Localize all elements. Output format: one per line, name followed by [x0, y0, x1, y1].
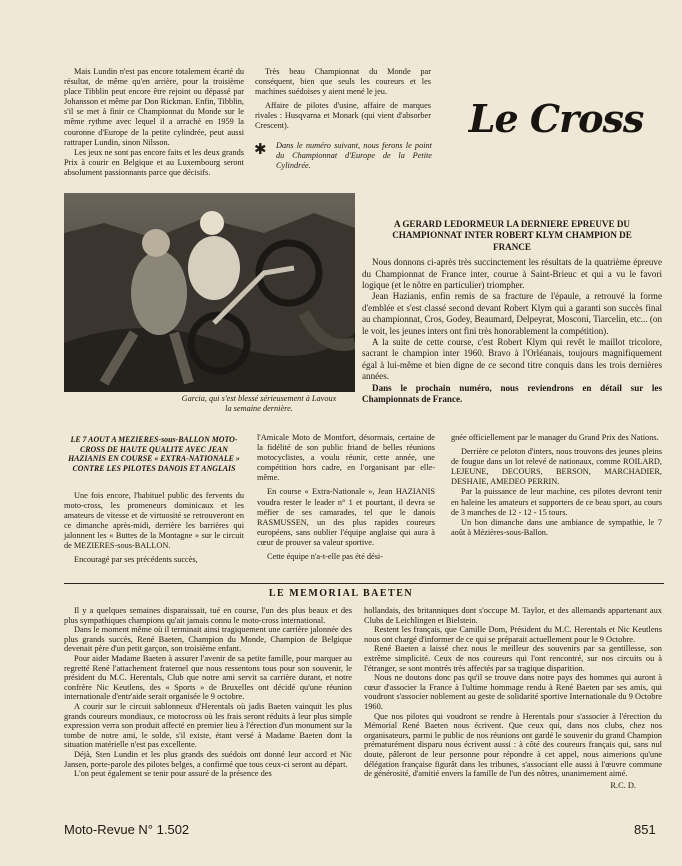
- paragraph: Derrière ce peloton d'inters, nous trouvons des jeunes pleins de fougue dans un lot relevé de nationaux, comme ROILARD, LEJEUNE, DECOURS, BERSON, MARCHADIER, DESHAIE, AMEDEO PERRIN.: [451, 447, 662, 487]
- paragraph: Nous ne doutons donc pas qu'il se trouve dans notre pays des hommes qui auront à cœur d'associer la France à l'ultime hommage rendu à René Baeten par ses amis, qui voudront s'associer noblement au geste de solidarité sportive Internationale du 9 Octobre 1960.: [364, 673, 662, 711]
- paragraph: Restent les français, que Camille Dom, Président du M.C. Herentals et Nic Keutlens nous ont chargé d'informer de ce qui se préparait actuellement pour le 9 Octobre.: [364, 625, 662, 644]
- footer-page-number: 851: [634, 822, 656, 837]
- star-icon: ✱: [254, 140, 267, 158]
- closing-note: Dans le prochain numéro, nous reviendrons en détail sur les Championnats de France.: [362, 382, 662, 405]
- paragraph: hollandais, des britanniques dont s'occupe M. Taylor, et des allemands appartenant aux Clubs de Leichlingen et Bielstein.: [364, 606, 662, 625]
- section-logo: Le Cross: [468, 96, 644, 141]
- paragraph: A la suite de cette course, c'est Robert Klym qui revêt le maillot tricolore, sacrant le champion inter 1960. Bravo à l'Orléanais, toujours magnifiquement égal à lui-même et bien digne de ce second titre conquis dans les trois dernières années.: [362, 337, 662, 382]
- paragraph: Cette équipe n'a-t-elle pas été dési-: [267, 552, 383, 562]
- paragraph: Par la puissance de leur machine, ces pilotes devront tenir en haleine les amateurs et supporters de ce beau sport, au cours de 3 manches de 12 - 12 - 15 tours.: [451, 487, 662, 517]
- paragraph: L'on peut également se tenir pour assuré de la présence des: [74, 769, 272, 779]
- motocross-photo: [64, 193, 355, 392]
- footer-issue: Moto-Revue N° 1.502: [64, 822, 190, 837]
- ledormeur-article: [362, 219, 662, 406]
- paragraph: Les jeux ne sont pas encore faits et les deux grands Prix à courir en Belgique et au Luxembourg seront absolument passionnants parce que décisifs.: [64, 147, 244, 177]
- paragraph: Déjà, Sten Lundin et les plus grands des suédois ont donné leur accord et Nic Jansen, porte-parole des pilotes belges, a confirmé que tous ceux-ci seront au départ.: [64, 749, 352, 769]
- paragraph: Très beau Championnat du Monde par conséquent, bien que seuls les coureurs et les machines suédoises y aient mené le jeu.: [255, 67, 431, 97]
- mezieres-headline: LE 7 AOUT A MEZIERES-sous-BALLON MOTO-CROSS DE HAUTE QUALITE AVEC JEAN HAZIANIS EN COURSE « EXTRA-NATIONALE » CONTRE LES PILOTES DANOIS ET ANGLAIS: [68, 435, 240, 473]
- article-headline: A GERARD LEDORMEUR LA DERNIERE EPREUVE DU CHAMPIONNAT INTER ROBERT KLYM CHAMPION DE FRANCE: [392, 219, 632, 252]
- memorial-title: LE MEMORIAL BAETEN: [268, 588, 414, 599]
- paragraph: En course « Extra-Nationale », Jean HAZIANIS voudra rester le leader n° 1 et pourtant, il devra se méfier de ses camarades, tel que le danois RASMUSSEN, un des plus rapides coureurs européens, sans oublier l'équipe anglaise qui aura à cœur de prouver sa valeur sportive.: [257, 487, 435, 547]
- paragraph: Affaire de pilotes d'usine, affaire de marques rivales : Husqvarna et Monark (qui vient d'absorber Crescent).: [255, 101, 431, 131]
- paragraph: Dans le moment même où il terminait ainsi tragiquement une carrière jalonnée des plus grands succès, René Baeten, Champion du Monde, Champion de Belgique devenait père d'un petit garçon, son troisième enfant.: [64, 625, 352, 654]
- mezieres-column-1: [64, 491, 244, 565]
- paragraph: Jean Hazianis, enfin remis de sa fracture de l'épaule, a retrouvé la forme d'emblée et s'est classé second devant Robert Klym qui a garanti son succès final au championnat, Cros, Godey, Beaumard, Delpeyrat, Mosconi, Tiarcelin, etc... (on le voit, les jeunes inters ont fini très honorablement la compétition).: [362, 291, 662, 336]
- paragraph: Encouragé par ses précédents succès,: [74, 554, 198, 564]
- paragraph: Pour aider Madame Baeten à assurer l'avenir de sa petite famille, pour marquer au regretté René l'attachement fraternel que nous ressentons tous pour son souvenir, le président du M.C. Herentals, Club que notre ami servit sa carrière durant, et notre confrère Nic Keutlens, des « Sports » de Bruxelles ont décidé qu'une réunion internationale d'entr'aide serait organisée le 9 octobre.: [64, 653, 352, 702]
- riders-jump-image: [64, 193, 355, 392]
- intro-column-middle: [255, 67, 431, 132]
- signature: R.C. D.: [610, 780, 636, 790]
- paragraph: Que nos pilotes qui voudront se rendre à Herentals pour s'associer à l'érection du Mémorial René Baeten nous écrivent. Que ceux qui, dans nos clubs, chez nos organisateurs, parmi le public de nos réunions ont gardé le souvenir du grand Champion prématurément disparu nous écrivent aussi : à côté des coureurs français qui, sans nul doute, pâleront de leur personne pour répondre à cet appel, nous aimerions qu'une délégation française figurât dans les tribunes, s'associant elle aussi à l'œuvre commune de générosité, d'amitié envers la famille de l'un des nôtres, unanimement aimé.: [364, 711, 662, 779]
- mezieres-column-3: [451, 433, 662, 538]
- paragraph: A courir sur le circuit sablonneux d'Herentals où jadis Baeten vainquit les plus grands coureurs mondiaux, ce motocross où les frais seront réduits à leur plus simple expression verra son produit affecté en premier lieu à l'érection d'un monument sur la tombe de notre ami, le solde, s'il existe, étant versé à Madame Baeten dont la situation matérielle n'est pas excellente.: [64, 701, 352, 750]
- photo-caption: Garcia, qui s'est blessé sérieusement à Lavoux la semaine dernière.: [181, 394, 337, 414]
- next-issue-note: Dans le numéro suivant, nous ferons le point du Championnat d'Europe de la Petite Cylindrée.: [276, 141, 432, 171]
- paragraph: Il y a quelques semaines disparaissait, tué en course, l'un des plus beaux et des plus sympathiques champions qu'ait jamais connu le moto-cross international.: [64, 606, 352, 625]
- section-divider: [64, 583, 664, 584]
- intro-column-left: [64, 67, 244, 178]
- paragraph: gnée officiellement par le manager du Grand Prix des Nations.: [451, 433, 659, 442]
- paragraph: Une fois encore, l'habituel public des fervents du moto-cross, les promeneurs dominicaux et les amateurs de vitesse et de virtuosité se retrouveront en ce dimanche après-midi, derrière les barrières qui jalonnent les « Buttes de la Montagne » sur le circuit de MEZIERES-sous-BALLON.: [64, 491, 244, 551]
- paragraph: Nous donnons ci-après très succinctement les résultats de la quatrième épreuve du Championnat de France inter, courue à Saint-Brieuc et qui a vu le favori logique (et le nôtre en particulier) triompher.: [362, 257, 662, 291]
- paragraph: l'Amicale Moto de Montfort, désormais, certaine de la fidélité de son public friand de belles réunions motocyclistes, a voulu réunir, cette année, une compétition hors cadre, en l'organisant par elle-même.: [257, 433, 435, 483]
- mezieres-column-2: [257, 433, 435, 562]
- paragraph: Mais Lundin n'est pas encore totalement écarté du résultat, de même qu'en arrière, pour la troisième place Tibblin peut encore être rejoint ou dépassé par Johansson et même par Don Rickman. Enfin, Tibblin, s'il se met à finir ce Championnat du Monde sur le même rythme avec lequel il a arraché en 1959 la couronne d'Europe de la petite cylindrée, peut aussi rattraper Lundin, sinon Nilsson.: [64, 67, 244, 147]
- memorial-column-2: [364, 606, 662, 790]
- paragraph: René Baeten a laissé chez nous le meilleur des souvenirs par sa gentillesse, son extrême simplicité. Ceux de nos coureurs qui l'ont rencontré, sur nos circuits ou à l'étranger, se sont montrés très affectés par sa tragique disparition.: [364, 644, 662, 673]
- memorial-column-1: [64, 606, 352, 779]
- paragraph: Un bon dimanche dans une ambiance de sympathie, le 7 août à Mézières-sous-Ballon.: [451, 517, 662, 537]
